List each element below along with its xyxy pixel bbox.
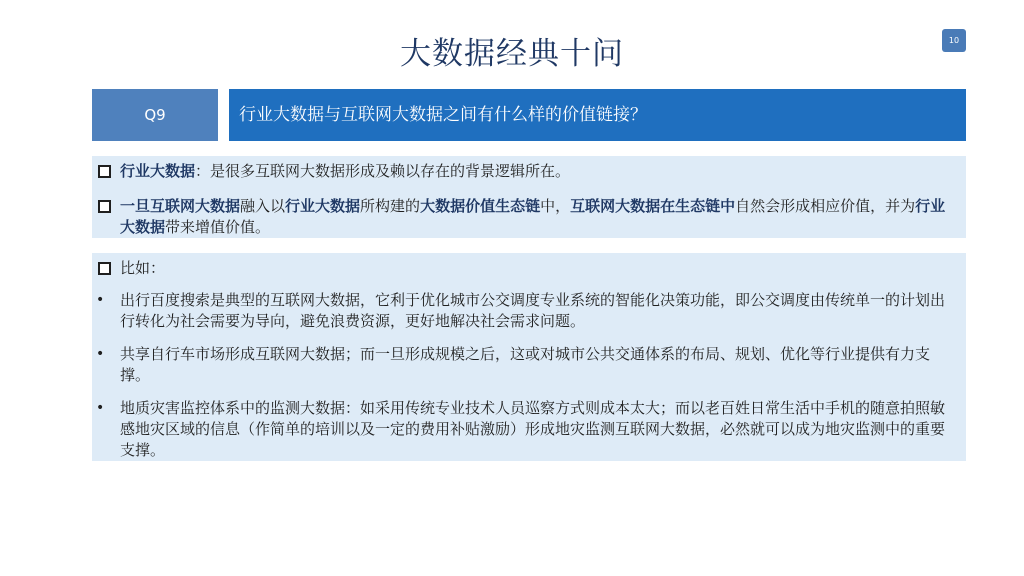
examples-box xyxy=(92,253,966,461)
highlighted-term: 大数据价值生态链 xyxy=(420,197,541,215)
bullet-dot-icon: • xyxy=(96,292,105,308)
example-item xyxy=(92,290,966,332)
example-item-text: 出行百度搜索是典型的互联网大数据，它利于优化城市公交调度专业系统的智能化决策功能，即公交调度由传统单一的计划出行转化为社会需要为导向，避免浪费资源，更好地解决社会需求问题。 xyxy=(120,291,946,330)
example-item xyxy=(92,344,966,386)
example-item-text: 地质灾害监控体系中的监测大数据：如采用传统专业技术人员巡察方式则成本太大；而以老百姓日常生活中手机的随意拍照敏感地灾区域的信息（作简单的培训以及一定的费用补贴激励）形成地灾监测互联网大数据，必然就可以成为地灾监测中的重要支撑。 xyxy=(120,399,946,459)
examples-heading-row xyxy=(92,258,966,279)
text-segment: 自然会形成相应价值，并为 xyxy=(735,197,916,215)
text-segment: 中， xyxy=(540,197,571,215)
example-item xyxy=(92,398,966,461)
bullet-dot-icon: • xyxy=(96,400,105,416)
square-bullet-icon xyxy=(98,200,111,213)
bullet-dot-icon: • xyxy=(96,346,105,362)
highlighted-term: 行业大数据 xyxy=(285,197,361,215)
text-segment: ：是很多互联网大数据形成及赖以存在的背景逻辑所在。 xyxy=(195,162,571,180)
example-item-text: 共享自行车市场形成互联网大数据；而一旦形成规模之后，这或对城市公共交通体系的布局、规划、优化等行业提供有力支撑。 xyxy=(120,345,931,384)
page-number-badge: 10 xyxy=(942,29,966,52)
text-segment: 所构建的 xyxy=(360,197,421,215)
definition-line-1 xyxy=(92,161,966,182)
text-segment: 带来增值价值。 xyxy=(165,218,271,236)
highlighted-term: 一旦互联网大数据 xyxy=(120,197,241,215)
square-bullet-icon xyxy=(98,165,111,178)
highlighted-term: 行业大数据 xyxy=(120,162,196,180)
rich-text xyxy=(120,197,945,236)
text-segment: 融入以 xyxy=(240,197,286,215)
highlighted-term: 互联网大数据在生态链中 xyxy=(570,197,736,215)
examples-heading: 比如： xyxy=(120,259,166,277)
definition-box xyxy=(92,156,966,238)
definition-line-2 xyxy=(92,196,966,238)
question-label: Q9 xyxy=(92,89,218,141)
highlighted-term: 行业大数据 xyxy=(120,197,946,236)
square-bullet-icon xyxy=(98,262,111,275)
rich-text xyxy=(120,162,570,180)
question-text: 行业大数据与互联网大数据之间有什么样的价值链接？ xyxy=(229,89,966,141)
slide-title: 大数据经典十问 xyxy=(400,36,624,72)
